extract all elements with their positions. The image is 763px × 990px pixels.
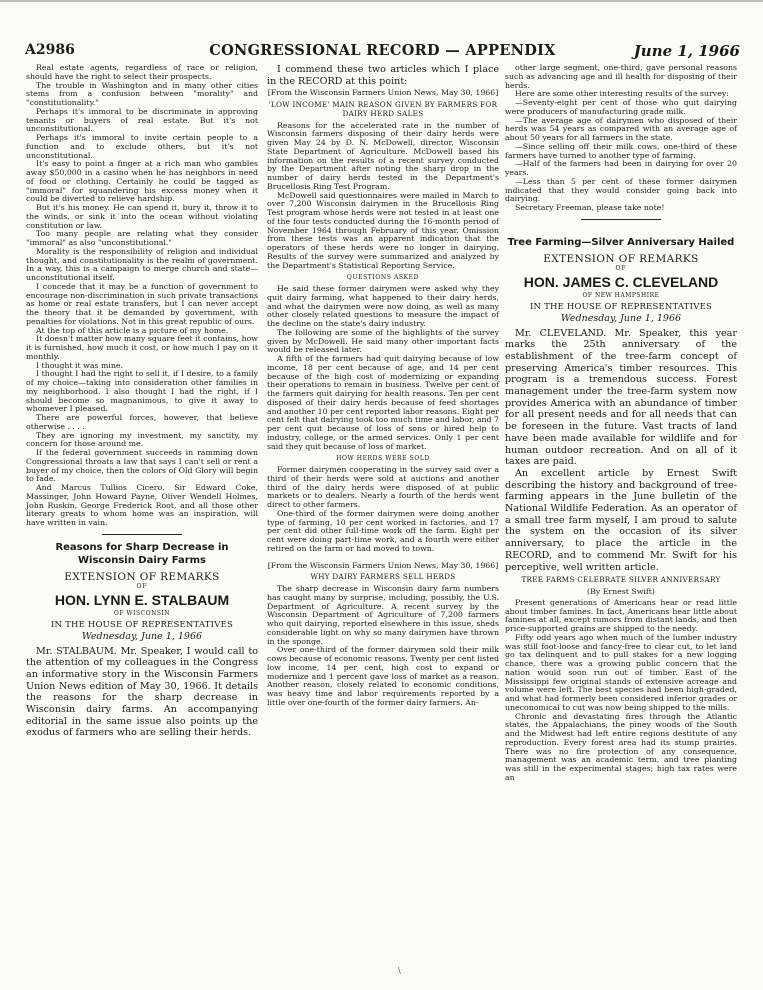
paragraph: It doesn't matter how many square feet it contains, how it is furnished, how much it cost, or how much I pay on it monthly.	[26, 334, 258, 361]
paragraph: Here are some other interesting results of the survey:	[515, 89, 729, 99]
paragraph: The trouble in Washington and in many other cities stems from a confusion between "morality" and "constitutionality."	[26, 80, 258, 107]
paragraph: They are ignoring my investment, my sanctity, my concern for those around me.	[26, 430, 258, 449]
subheading: HOW HERDS WERE SOLD	[336, 455, 430, 463]
column-2	[267, 64, 499, 708]
page-number: A2986	[25, 42, 75, 58]
issue-date: June 1, 1966	[633, 42, 740, 60]
intro-paragraph: I commend these two articles which I place in the RECORD at this point:	[267, 64, 499, 87]
paragraph: Secretary Freeman, please take note!	[515, 203, 665, 212]
paragraph: At the top of this article is a picture of my home.	[36, 325, 229, 335]
speaker-name: HON. LYNN E. STALBAUM	[54, 592, 230, 609]
article-body	[505, 64, 737, 213]
paragraph: The following are some of the highlights of the survey given by McDowell. He said many other important facts would be released later.	[267, 327, 499, 355]
house-label: IN THE HOUSE OF REPRESENTATIVES	[530, 302, 712, 312]
paragraph: But it's his money. He can spend it, bury it, throw it to the winds, or sink it into the ocean without violating constitution or law.	[26, 203, 258, 230]
subheading: QUESTIONS ASKED	[346, 274, 420, 282]
source-citation: [From the Wisconsin Farmers Union News, May 30, 1966]	[267, 560, 499, 570]
column-1-body	[26, 64, 258, 528]
journal-title: CONGRESSIONAL RECORD — APPENDIX	[209, 42, 556, 59]
paragraph: A fifth of the farmers had quit dairying because of low income, 18 per cent because of age, and 14 per cent because of the high cost of modernizing or expanding their operations to remain in business. Twelve per cent of the farmers quit dairying for health reasons. Ten per cent disposed of their dairy herds because of feed shortages and another 10 per cent reported labor reasons. Eight per cent felt that dairying took too much time and labor, and 7 per cent quit because of loss of sons or hired help to industry, college, or the armed services. Only 1 per cent said they quit because of loss of market.	[267, 354, 499, 451]
speech-paragraph: Mr. STALBAUM. Mr. Speaker, I would call to the attention of my colleagues in the Congress an informative story in the Wisconsin Farmers Union News edition of May 30, 1966. It details the reasons for the sharp decrease in Wisconsin dairy farms. An accompanying editorial in the same issue also points up the exodus of farmers who are selling their herds.	[26, 645, 258, 739]
paragraph: It's easy to point a finger at a rich man who gambles away $50,000 in a casino when he has neighbors in need of food or clothing. Certainly he could be tagged as "immoral" for squandering his excess money when it could be diverted to relieve hardship.	[26, 159, 258, 204]
paragraph: —Since selling off their milk cows, one-third of these farmers have turned to another type of farming.	[505, 141, 737, 160]
paragraph: Too many people are relating what they consider "immoral" as also "unconstitutional."	[26, 229, 258, 247]
paragraph: Perhaps it's immoral to invite certain people to a function and to exclude others, but it's not unconstitutional.	[26, 133, 258, 160]
paragraph: —Half of the farmers had been in dairying for over 20 years.	[505, 159, 737, 177]
paragraph: An excellent article by Ernest Swift describing the history and background of tree-farming appears in the June bulletin of the National Wildlife Federation. As an operator of a small tree farm myself, I am proud to salute the system on the occasion of its silver anniversary, to place the article in the RECORD, and to commend Mr. Swift for his perceptive, well written article.	[505, 467, 737, 573]
paragraph: I thought it was mine.	[36, 360, 123, 370]
paragraph: Fifty odd years ago when much of the lumber industry was still foot-loose and fancy-free to clear cut, to let land go tax delinquent and to pull stakes for a new logging chance, there was a growing public concern that the nation would soon run out of timber. East of the Mississippi few original stands of extensive acreage and volume were left. The best species had been high-graded, and what had formerly been considered inferior grades or uneconomical to cut was now being shipped to the mills.	[505, 632, 737, 712]
paragraph: Mr. CLEVELAND. Mr. Speaker, this year marks the 25th anniversary of the establishment of the tree-farm concept of preserving America's timber resources. This program is a tremendous success. Forest management under the tree-farm system now provides America with an abundance of timber for all present needs and for all needs that can be foreseen in the future. Vast tracts of land have been made available for wildlife and for human outdoor recreation. And on all of it taxes are paid.	[505, 327, 737, 468]
paragraph: He said these former dairymen were asked why they quit dairy farming, what happened to their dairy herds, and what the dairymen were now doing, as well as many other closely related questions to measure the impact of the decline on the state's dairy industry.	[267, 284, 499, 329]
byline: (By Ernest Swift)	[587, 587, 655, 597]
paragraph: The sharp decrease in Wisconsin dairy farm numbers has caught many by surprise, including, possibly, the U.S. Department of Agriculture. A recent survey by the Wisconsin Department of Agriculture of 7,200 farmers who quit dairying, reported elsewhere in this issue, sheds considerable light on why so many dairymen have thrown in the sponge.	[267, 584, 499, 646]
section-title-tree: Tree Farming—Silver Anniversary Hailed	[507, 236, 735, 248]
paragraph: Chronic and devastating fires through the Atlantic states, the Appalachians, the piney woods of the South and the Midwest had left entire regions destitute of any reproduction. Every forest area had its stump prairies. There was no fire protection of any consequence, management was an academic term, and tree planting was still in the experimental stages; high tax rates were an	[505, 711, 737, 782]
extension-label: EXTENSION OF REMARKS	[64, 570, 220, 583]
article-body	[267, 466, 499, 554]
session-date: Wednesday, June 1, 1966	[560, 312, 682, 324]
section-title-dairy: Reasons for Sharp Decrease in Wisconsin Dairy Farms	[55, 541, 229, 566]
paragraph: I concede that it may be a function of government to encourage non-discrimination in such private transactions as home or real estate transfers, but I can never accept the theory that it be demanded by government, with penalties for violations. Not in this great republic of ours.	[26, 281, 258, 326]
speaker-state: OF NEW HAMPSHIRE	[582, 292, 660, 300]
paragraph: Present generations of Americans hear or read little about timber famines. In fact, Americans hear little about famines at all, except rumors from distant lands, and then price-supported grains are shipped to the needy.	[505, 597, 737, 634]
source-citation: [From the Wisconsin Farmers Union News, May 30, 1966]	[267, 88, 499, 98]
top-border	[0, 0, 763, 2]
paragraph: There are powerful forces, however, that believe otherwise . . . .	[26, 413, 258, 431]
paragraph: And Marcus Tullios Cicero, Sir Edward Coke, Massinger, John Howard Payne, Oliver Wendell Holmes, John Ruskin, George Frederick Root, and all those other literary greats to whom home was an inspiration, will have written in vain.	[26, 483, 258, 527]
paragraph: Perhaps it's immoral to be discriminate in approving tenants or buyers of real estate. But it's not unconstitutional.	[26, 106, 258, 134]
session-date: Wednesday, June 1, 1966	[81, 630, 203, 642]
paragraph: I thought I had the right to sell it, if I desire, to a family of my choice—taking into consideration other families in my neighborhood. I also thought I had the right, if I should become so magnanimous, to give it away to whomever I pleased.	[26, 369, 258, 414]
paragraph: Over one-third of the former dairymen sold their milk cows because of economic reasons. Twenty per cent listed low income, 14 per cent, high cost to expand or modernize and 1 percent gave loss of market as a reason. Another reason, closely related to economic conditions, was heavy time and labor requirements reported by a little over one-fourth of the former dairy farmers. An-	[267, 645, 499, 707]
article-title: 'LOW INCOME' MAIN REASON GIVEN BY FARMERS FOR DAIRY HERD SALES	[268, 100, 498, 118]
paragraph: Former dairymen cooperating in the survey said over a third of their herds were sold at auctions and another third of the dairy herds were disposed of at public markets or to dealers. Nearly a fourth of the herds went direct to other farmers.	[267, 465, 499, 510]
house-label: IN THE HOUSE OF REPRESENTATIVES	[51, 620, 233, 630]
article-body	[267, 285, 499, 451]
article-body	[267, 585, 499, 708]
speaker-state: OF WISCONSIN	[113, 610, 171, 618]
paragraph: Morality is the responsibility of religion and individual thought, and constitutionality is the realm of government. In a way, this is a campaign to merge church and state—unconstitutional itself.	[26, 246, 258, 282]
extension-label: EXTENSION OF REMARKS	[543, 252, 699, 265]
of-label: OF	[136, 582, 148, 590]
speaker-name: HON. JAMES C. CLEVELAND	[523, 274, 719, 291]
page-mark: \	[398, 966, 401, 975]
paragraph: other large segment, one-third, gave personal reasons such as advancing age and ill health for disposing of their herds.	[505, 63, 737, 90]
column-1	[26, 64, 258, 739]
article-body	[505, 599, 737, 783]
paragraph: —Less than 5 per cent of these former dairymen indicated that they would consider going back into dairying.	[505, 176, 737, 204]
paragraph: —Seventy-eight per cent of those who quit dairying were producers of manufacturing grade milk.	[505, 98, 737, 116]
paragraph: Real estate agents, regardless of race or religion, should have the right to select their prospects.	[26, 63, 258, 81]
paragraph: —The average age of dairymen who disposed of their herds was 54 years as compared with an average age of about 50 years for all farmers in the state.	[505, 115, 737, 142]
of-label: OF	[615, 264, 627, 272]
article-title: TREE FARMS CELEBRATE SILVER ANNIVERSARY	[521, 575, 721, 585]
paragraph: If the federal government succeeds in ramming down Congressional throats a law that says I can't sell or rent a buyer of my choice, then the colors of Old Glory will begin to fade.	[26, 448, 258, 484]
divider	[581, 219, 661, 220]
article-body	[267, 122, 499, 271]
paragraph: McDowell said questionnaires were mailed in March to over 7,200 Wisconsin dairymen in the Brucellosis Ring Test program whose herds were not tested in at least one of the four tests conducted during the 16-month period of November 1964 through February of this year. Omission from these tests was an apparent indication that the operators of these herds were no longer in dairying. Results of the survey were summarized and analyzed by the Department's Statistical Reporting Service.	[267, 190, 499, 270]
divider	[102, 534, 182, 535]
paragraph: One-third of the former dairymen were doing another type of farming, 10 per cent worked in factories, and 17 per cent did other full-time work off the farm. Eight per cent were doing part-time work, and a fourth were either retired on the farm or had moved to town.	[267, 508, 499, 553]
column-3	[505, 64, 737, 783]
article-title: WHY DAIRY FARMERS SELL HERDS	[310, 572, 456, 582]
speech-body	[505, 328, 737, 574]
page-header	[25, 42, 740, 62]
paragraph: Reasons for the accelerated rate in the number of Wisconsin farmers disposing of their dairy herds were given May 24 by D. N. McDowell, director, Wisconsin State Department of Agriculture. McDowell based his information on the results of a recent survey conducted by the Department after noting the sharp drop in the number of dairy herds tested in the Department's Brucellosis Ring Test Program.	[267, 120, 499, 191]
